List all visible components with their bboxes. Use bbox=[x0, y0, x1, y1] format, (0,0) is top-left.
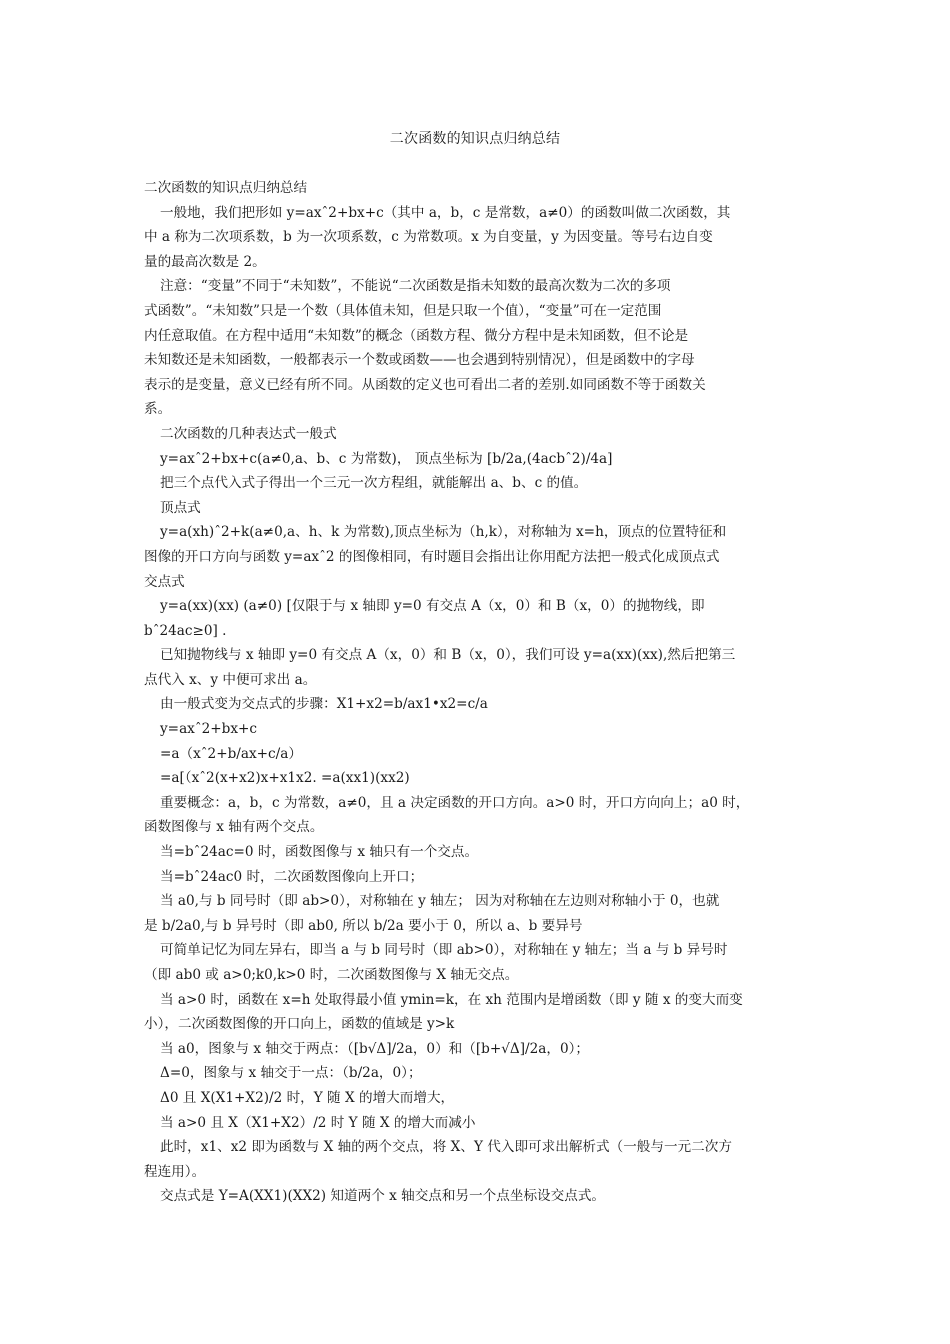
text-line: 交点式是 Y=A(XX1)(XX2) 知道两个 x 轴交点和另一个点坐标设交点式。 bbox=[160, 1188, 606, 1205]
text-line: 可简单记忆为同左异右，即当 a 与 b 同号时（即 ab>0），对称轴在 y 轴左；当 a 与 b 异号时 bbox=[160, 942, 728, 959]
text-line: 内任意取值。在方程中适用“未知数”的概念（函数方程、微分方程中是未知函数，但不论是 bbox=[144, 327, 689, 344]
text-line: y=axˆ2+bx+c bbox=[160, 721, 258, 738]
text-line: 小），二次函数图像的开口向上，函数的值域是 y>k bbox=[144, 1016, 455, 1033]
text-line: 注意：“变量”不同于“未知数”，不能说“二次函数是指未知数的最高次数为二次的多项 bbox=[160, 278, 671, 295]
text-line: 此时，x1、x2 即为函数与 X 轴的两个交点，将 X、Y 代入即可求出解析式（一般与一元二次方 bbox=[160, 1139, 732, 1156]
text-line: （即 ab0 或 a>0;k0,k>0 时，二次函数图像与 X 轴无交点。 bbox=[144, 967, 519, 983]
text-line: 是 b/2a0,与 b 异号时（即 ab0, 所以 b/2a 要小于 0，所以 a、b 要异号 bbox=[144, 917, 583, 934]
text-line: 程连用）。 bbox=[144, 1163, 206, 1180]
text-line: y=axˆ2+bx+c(a≠0,a、b、c 为常数)， 顶点坐标为 [b/2a,(4acbˆ2)/4a] bbox=[160, 450, 613, 467]
text-line: 式函数”。“未知数”只是一个数（具体值未知，但是只取一个值），“变量”可在一定范围 bbox=[144, 302, 662, 319]
text-line: 一般地，我们把形如 y=axˆ2+bx+c（其中 a，b，c 是常数，a≠0）的函数叫做二次函数，其 bbox=[160, 204, 731, 221]
text-line: 当=bˆ24ac0 时，二次函数图像向上开口； bbox=[160, 868, 424, 885]
text-line: 量的最高次数是 2。 bbox=[144, 253, 266, 270]
text-line: 未知数还是未知函数，一般都表示一个数或函数——也会遇到特别情况），但是函数中的字母 bbox=[144, 352, 695, 369]
text-line: 当 a>0 且 X（X1+X2）/2 时 Y 随 X 的增大而减小 bbox=[160, 1114, 476, 1131]
text-line: 交点式 bbox=[144, 573, 185, 590]
text-line: 中 a 称为二次项系数，b 为一次项系数，c 为常数项。x 为自变量，y 为因变量。等号右边自变 bbox=[144, 229, 713, 246]
text-line: 当 a0,与 b 同号时（即 ab>0），对称轴在 y 轴左； 因为对称轴在左边则对称轴小于 0，也就 bbox=[160, 893, 720, 910]
text-line: bˆ24ac≥0] . bbox=[144, 622, 227, 639]
text-line: Δ=0，图象与 x 轴交于一点：（b/2a，0）； bbox=[160, 1065, 422, 1082]
text-line: 当=bˆ24ac=0 时，函数图像与 x 轴只有一个交点。 bbox=[160, 844, 479, 861]
text-line: 二次函数的几种表达式一般式 bbox=[160, 425, 337, 442]
text-line: 函数图像与 x 轴有两个交点。 bbox=[144, 819, 324, 836]
text-line: =a（xˆ2+b/ax+c/a） bbox=[160, 745, 302, 762]
text-line: y=a(xx)(xx) (a≠0) [仅限于与 x 轴即 y=0 有交点 A（x，0）和 B（x，0）的抛物线，即 bbox=[160, 598, 705, 615]
document-title: 二次函数的知识点归纳总结 bbox=[389, 131, 561, 147]
text-line: 由一般式变为交点式的步骤：X1+x2=b/ax1•x2=c/a bbox=[160, 696, 488, 713]
text-line: 系。 bbox=[144, 401, 172, 418]
text-line: 顶点式 bbox=[160, 499, 201, 516]
text-line: 点代入 x、y 中便可求出 a。 bbox=[144, 671, 317, 688]
text-line: 当 a0，图象与 x 轴交于两点：（[b√Δ]/2a，0）和（[b+√Δ]/2a，0）； bbox=[160, 1040, 589, 1057]
text-line: 已知抛物线与 x 轴即 y=0 有交点 A（x，0）和 B（x，0），我们可设 y=a(xx)(xx),然后把第三 bbox=[160, 647, 736, 664]
text-line: Δ0 且 X(X1+X2)/2 时，Y 随 X 的增大而增大， bbox=[160, 1089, 455, 1106]
text-line: y=a(xh)ˆ2+k(a≠0,a、h、k 为常数),顶点坐标为（h,k），对称轴为 x=h，顶点的位置特征和 bbox=[160, 524, 727, 541]
text-line: 表示的是变量，意义已经有所不同。从函数的定义也可看出二者的差别.如同函数不等于函数关 bbox=[144, 376, 706, 393]
text-line: 当 a>0 时，函数在 x=h 处取得最小值 ymin=k，在 xh 范围内是增函数（即 y 随 x 的变大而变 bbox=[160, 991, 743, 1008]
text-line: 重要概念：a，b，c 为常数，a≠0，且 a 决定函数的开口方向。a>0 时，开口方向向上；a0 时， bbox=[160, 794, 750, 811]
text-line: 图像的开口方向与函数 y=axˆ2 的图像相同，有时题目会指出让你用配方法把一般式化成顶点式 bbox=[144, 548, 720, 565]
document-body bbox=[144, 176, 814, 1209]
text-line: =a[（xˆ2(x+x2)x+x1x2. =a(xx1)(xx2) bbox=[160, 770, 410, 787]
text-line: 二次函数的知识点归纳总结 bbox=[144, 180, 308, 196]
text-line: 把三个点代入式子得出一个三元一次方程组，就能解出 a、b、c 的值。 bbox=[160, 475, 588, 492]
